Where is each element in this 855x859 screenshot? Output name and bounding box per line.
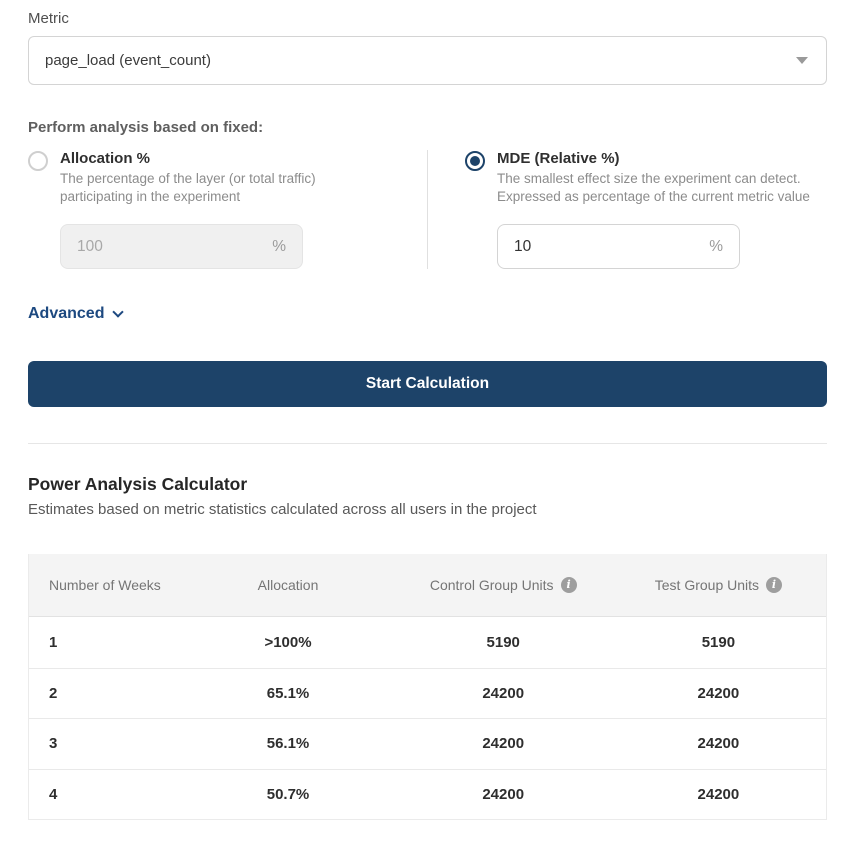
col-header-allocation: Allocation [257, 577, 319, 593]
results-table [28, 554, 827, 820]
table-cell: 24200 [697, 684, 740, 702]
table-body [29, 617, 826, 819]
table-cell: 65.1% [266, 684, 310, 702]
chevron-down-icon [113, 306, 124, 317]
start-calculation-button[interactable]: Start Calculation [28, 361, 827, 407]
option-allocation [28, 150, 427, 269]
table-cell: 2 [49, 684, 58, 702]
analysis-mode-title: Perform analysis based on fixed: [28, 119, 264, 136]
table-row [29, 718, 826, 769]
metric-selected-value: page_load (event_count) [45, 52, 211, 69]
col-header-test-label: Test Group Units [654, 577, 760, 593]
option-mde [427, 150, 827, 269]
allocation-description: The percentage of the layer (or total traffic) participating in the experiment [60, 171, 316, 204]
col-header-test-group-units [611, 577, 826, 593]
table-cell: >100% [264, 633, 312, 651]
mde-content [497, 150, 827, 269]
allocation-input-wrap [60, 224, 303, 269]
mde-input[interactable] [514, 238, 664, 256]
info-icon[interactable]: i [766, 577, 782, 593]
table-cell: 24200 [697, 785, 740, 803]
allocation-label: Allocation % [60, 150, 151, 167]
table-cell: 56.1% [266, 735, 310, 753]
table-cell: 24200 [697, 735, 740, 753]
caret-down-icon [796, 57, 808, 64]
col-header-number-of-weeks: Number of Weeks [49, 577, 161, 593]
mde-input-wrap [497, 224, 740, 269]
analysis-options [28, 150, 827, 269]
col-header-control-group-units [396, 577, 611, 593]
col-header-control-label: Control Group Units [429, 577, 554, 593]
table-cell: 24200 [482, 735, 525, 753]
table-row [29, 617, 826, 668]
metric-select[interactable] [28, 36, 827, 85]
table-cell: 5190 [701, 633, 736, 651]
info-icon[interactable]: i [561, 577, 577, 593]
table-cell: 24200 [482, 785, 525, 803]
metric-label: Metric [28, 10, 69, 27]
allocation-content [60, 150, 340, 269]
mde-percent-suffix: % [709, 237, 723, 255]
allocation-percent-suffix: % [272, 237, 286, 255]
mde-description: The smallest effect size the experiment can detect. Expressed as percentage of the current metric value [497, 171, 810, 204]
results-title: Power Analysis Calculator [28, 474, 248, 494]
table-cell: 3 [49, 735, 58, 753]
advanced-label: Advanced [28, 305, 105, 322]
table-row [29, 668, 826, 719]
allocation-input[interactable] [77, 238, 227, 256]
section-divider [28, 443, 827, 444]
table-cell: 1 [49, 633, 58, 651]
table-cell: 50.7% [266, 785, 310, 803]
advanced-toggle[interactable] [28, 305, 122, 323]
results-subtitle: Estimates based on metric statistics calculated across all users in the project [28, 501, 537, 518]
table-cell: 5190 [486, 633, 520, 651]
mde-radio[interactable] [465, 151, 485, 171]
mde-label: MDE (Relative %) [497, 150, 620, 167]
table-cell: 24200 [482, 684, 525, 702]
table-row [29, 769, 826, 820]
table-header-row [29, 554, 826, 617]
allocation-radio[interactable] [28, 151, 48, 171]
table-cell: 4 [49, 785, 58, 803]
